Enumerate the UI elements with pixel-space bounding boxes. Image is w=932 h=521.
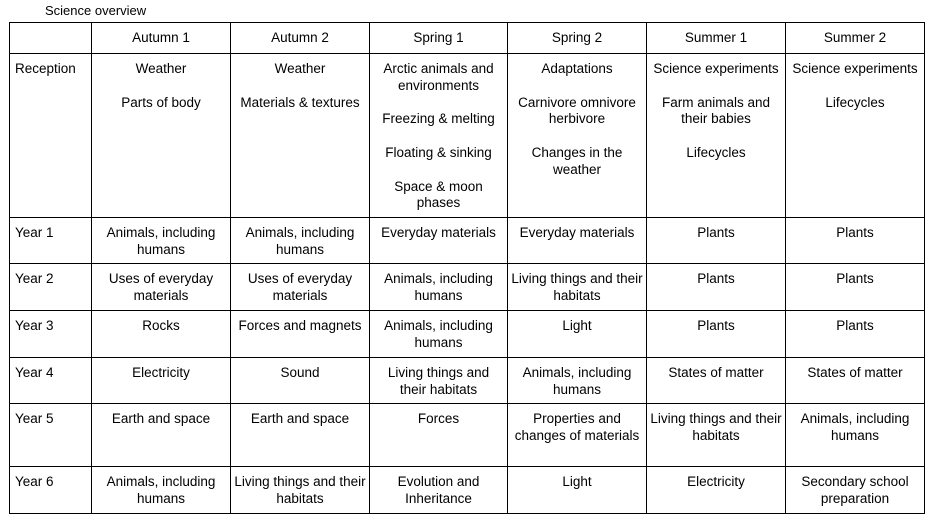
table-cell (92, 218, 231, 264)
topic-item: Lifecycles (686, 144, 746, 160)
table-cell (508, 218, 647, 264)
topic-item: Forces and magnets (238, 318, 362, 333)
topic-item: Earth and space (250, 411, 350, 426)
table-cell (231, 311, 370, 358)
table-cell (786, 54, 925, 218)
table-cell (647, 311, 786, 358)
table-cell (508, 467, 647, 514)
table-cell (786, 311, 925, 358)
topic-item: Animals, including humans (800, 411, 910, 443)
table-cell (647, 404, 786, 467)
topic-item: Electricity (687, 474, 745, 489)
topic-item: Everyday materials (519, 225, 635, 240)
row-label: Reception (10, 54, 92, 218)
topic-item: States of matter (668, 365, 764, 380)
topic-item: Plants (836, 225, 874, 240)
document-title: Science overview (45, 3, 147, 18)
topic-item: Evolution and Inheritance (397, 474, 480, 506)
topic-item: Arctic animals and environments (383, 61, 494, 93)
topic-item: Plants (697, 225, 735, 240)
topic-item: Earth and space (111, 411, 211, 426)
row-label: Year 3 (10, 311, 92, 358)
column-header-summer-2: Summer 2 (786, 23, 925, 54)
topic-item: Living things and their habitats (387, 365, 490, 397)
topic-item: Science experiments (653, 61, 779, 76)
topic-item: Everyday materials (381, 225, 496, 240)
topic-item: Plants (836, 271, 874, 286)
table-cell (508, 358, 647, 404)
topic-item: Plants (697, 271, 735, 286)
topic-item: Living things and their habitats (511, 271, 643, 303)
topic-item: Sound (280, 365, 320, 380)
table-cell (370, 404, 508, 467)
column-header-autumn-1: Autumn 1 (92, 23, 231, 54)
topic-item: Light (562, 318, 592, 333)
table-cell (92, 264, 231, 311)
column-header-blank (10, 23, 92, 54)
table-row (10, 404, 925, 467)
science-overview-table (9, 22, 925, 514)
row-label: Year 1 (10, 218, 92, 264)
table-cell (786, 264, 925, 311)
topic-item: Animals, including humans (522, 365, 632, 397)
table-row (10, 218, 925, 264)
topic-item: Carnivore omnivore herbivore (518, 94, 636, 127)
topic-item: Electricity (132, 365, 190, 380)
table-cell (231, 264, 370, 311)
topic-item: Animals, including humans (106, 474, 216, 506)
topic-item: Farm animals and their babies (661, 94, 771, 127)
table-cell (370, 54, 508, 218)
table-cell (231, 404, 370, 467)
topic-item: Animals, including humans (384, 271, 493, 303)
table-row (10, 311, 925, 358)
topic-item: Animals, including humans (245, 225, 355, 257)
table-cell (508, 54, 647, 218)
topic-item: Parts of body (121, 94, 201, 110)
column-header-autumn-2: Autumn 2 (231, 23, 370, 54)
topic-item: Uses of everyday materials (247, 271, 353, 303)
topic-item: Science experiments (792, 61, 918, 76)
table-row (10, 358, 925, 404)
topic-item: Animals, including humans (384, 318, 493, 350)
table-cell (231, 218, 370, 264)
table-cell (92, 358, 231, 404)
topic-item: Materials & textures (240, 94, 360, 110)
table-cell (370, 264, 508, 311)
topic-item: Secondary school preparation (801, 474, 909, 506)
row-label: Year 6 (10, 467, 92, 514)
row-label: Year 5 (10, 404, 92, 467)
table-cell (647, 264, 786, 311)
column-header-summer-1: Summer 1 (647, 23, 786, 54)
table-cell (647, 218, 786, 264)
table-cell (231, 54, 370, 218)
column-header-spring-1: Spring 1 (370, 23, 508, 54)
table-cell (647, 358, 786, 404)
table-cell (92, 404, 231, 467)
table-cell (92, 54, 231, 218)
topic-item: Living things and their habitats (650, 411, 782, 443)
row-label: Year 4 (10, 358, 92, 404)
topic-item: Weather (274, 61, 326, 76)
column-header-spring-2: Spring 2 (508, 23, 647, 54)
table-cell (92, 311, 231, 358)
table-cell (508, 404, 647, 467)
table-cell (786, 358, 925, 404)
table-cell (786, 218, 925, 264)
header-row (10, 23, 925, 54)
topic-item: Adaptations (541, 61, 613, 76)
topic-item: Lifecycles (825, 94, 885, 110)
topic-item: Uses of everyday materials (108, 271, 214, 303)
table-cell (508, 264, 647, 311)
topic-item: Forces (417, 411, 460, 426)
topic-item: Freezing & melting (382, 111, 495, 127)
topic-item: States of matter (807, 365, 903, 380)
table-row (10, 467, 925, 514)
topic-item: Changes in the weather (531, 144, 623, 177)
table-cell (370, 311, 508, 358)
table-cell (786, 404, 925, 467)
topic-item: Weather (135, 61, 187, 76)
table-cell (92, 467, 231, 514)
table-row (10, 54, 925, 218)
table-cell (370, 358, 508, 404)
topic-item: Floating & sinking (385, 144, 492, 160)
topic-item: Animals, including humans (106, 225, 216, 257)
topic-item: Rocks (142, 318, 180, 333)
table-cell (647, 54, 786, 218)
topic-item: Plants (697, 318, 735, 333)
topic-item: Properties and changes of materials (514, 411, 640, 443)
row-label: Year 2 (10, 264, 92, 311)
table-cell (786, 467, 925, 514)
table-cell (231, 358, 370, 404)
topic-item: Living things and their habitats (234, 474, 366, 506)
table-cell (370, 218, 508, 264)
topic-item: Plants (836, 318, 874, 333)
table-cell (508, 311, 647, 358)
table-cell (231, 467, 370, 514)
topic-item: Space & moon phases (394, 178, 483, 211)
table-cell (647, 467, 786, 514)
table-row (10, 264, 925, 311)
topic-item: Light (562, 474, 592, 489)
table-cell (370, 467, 508, 514)
